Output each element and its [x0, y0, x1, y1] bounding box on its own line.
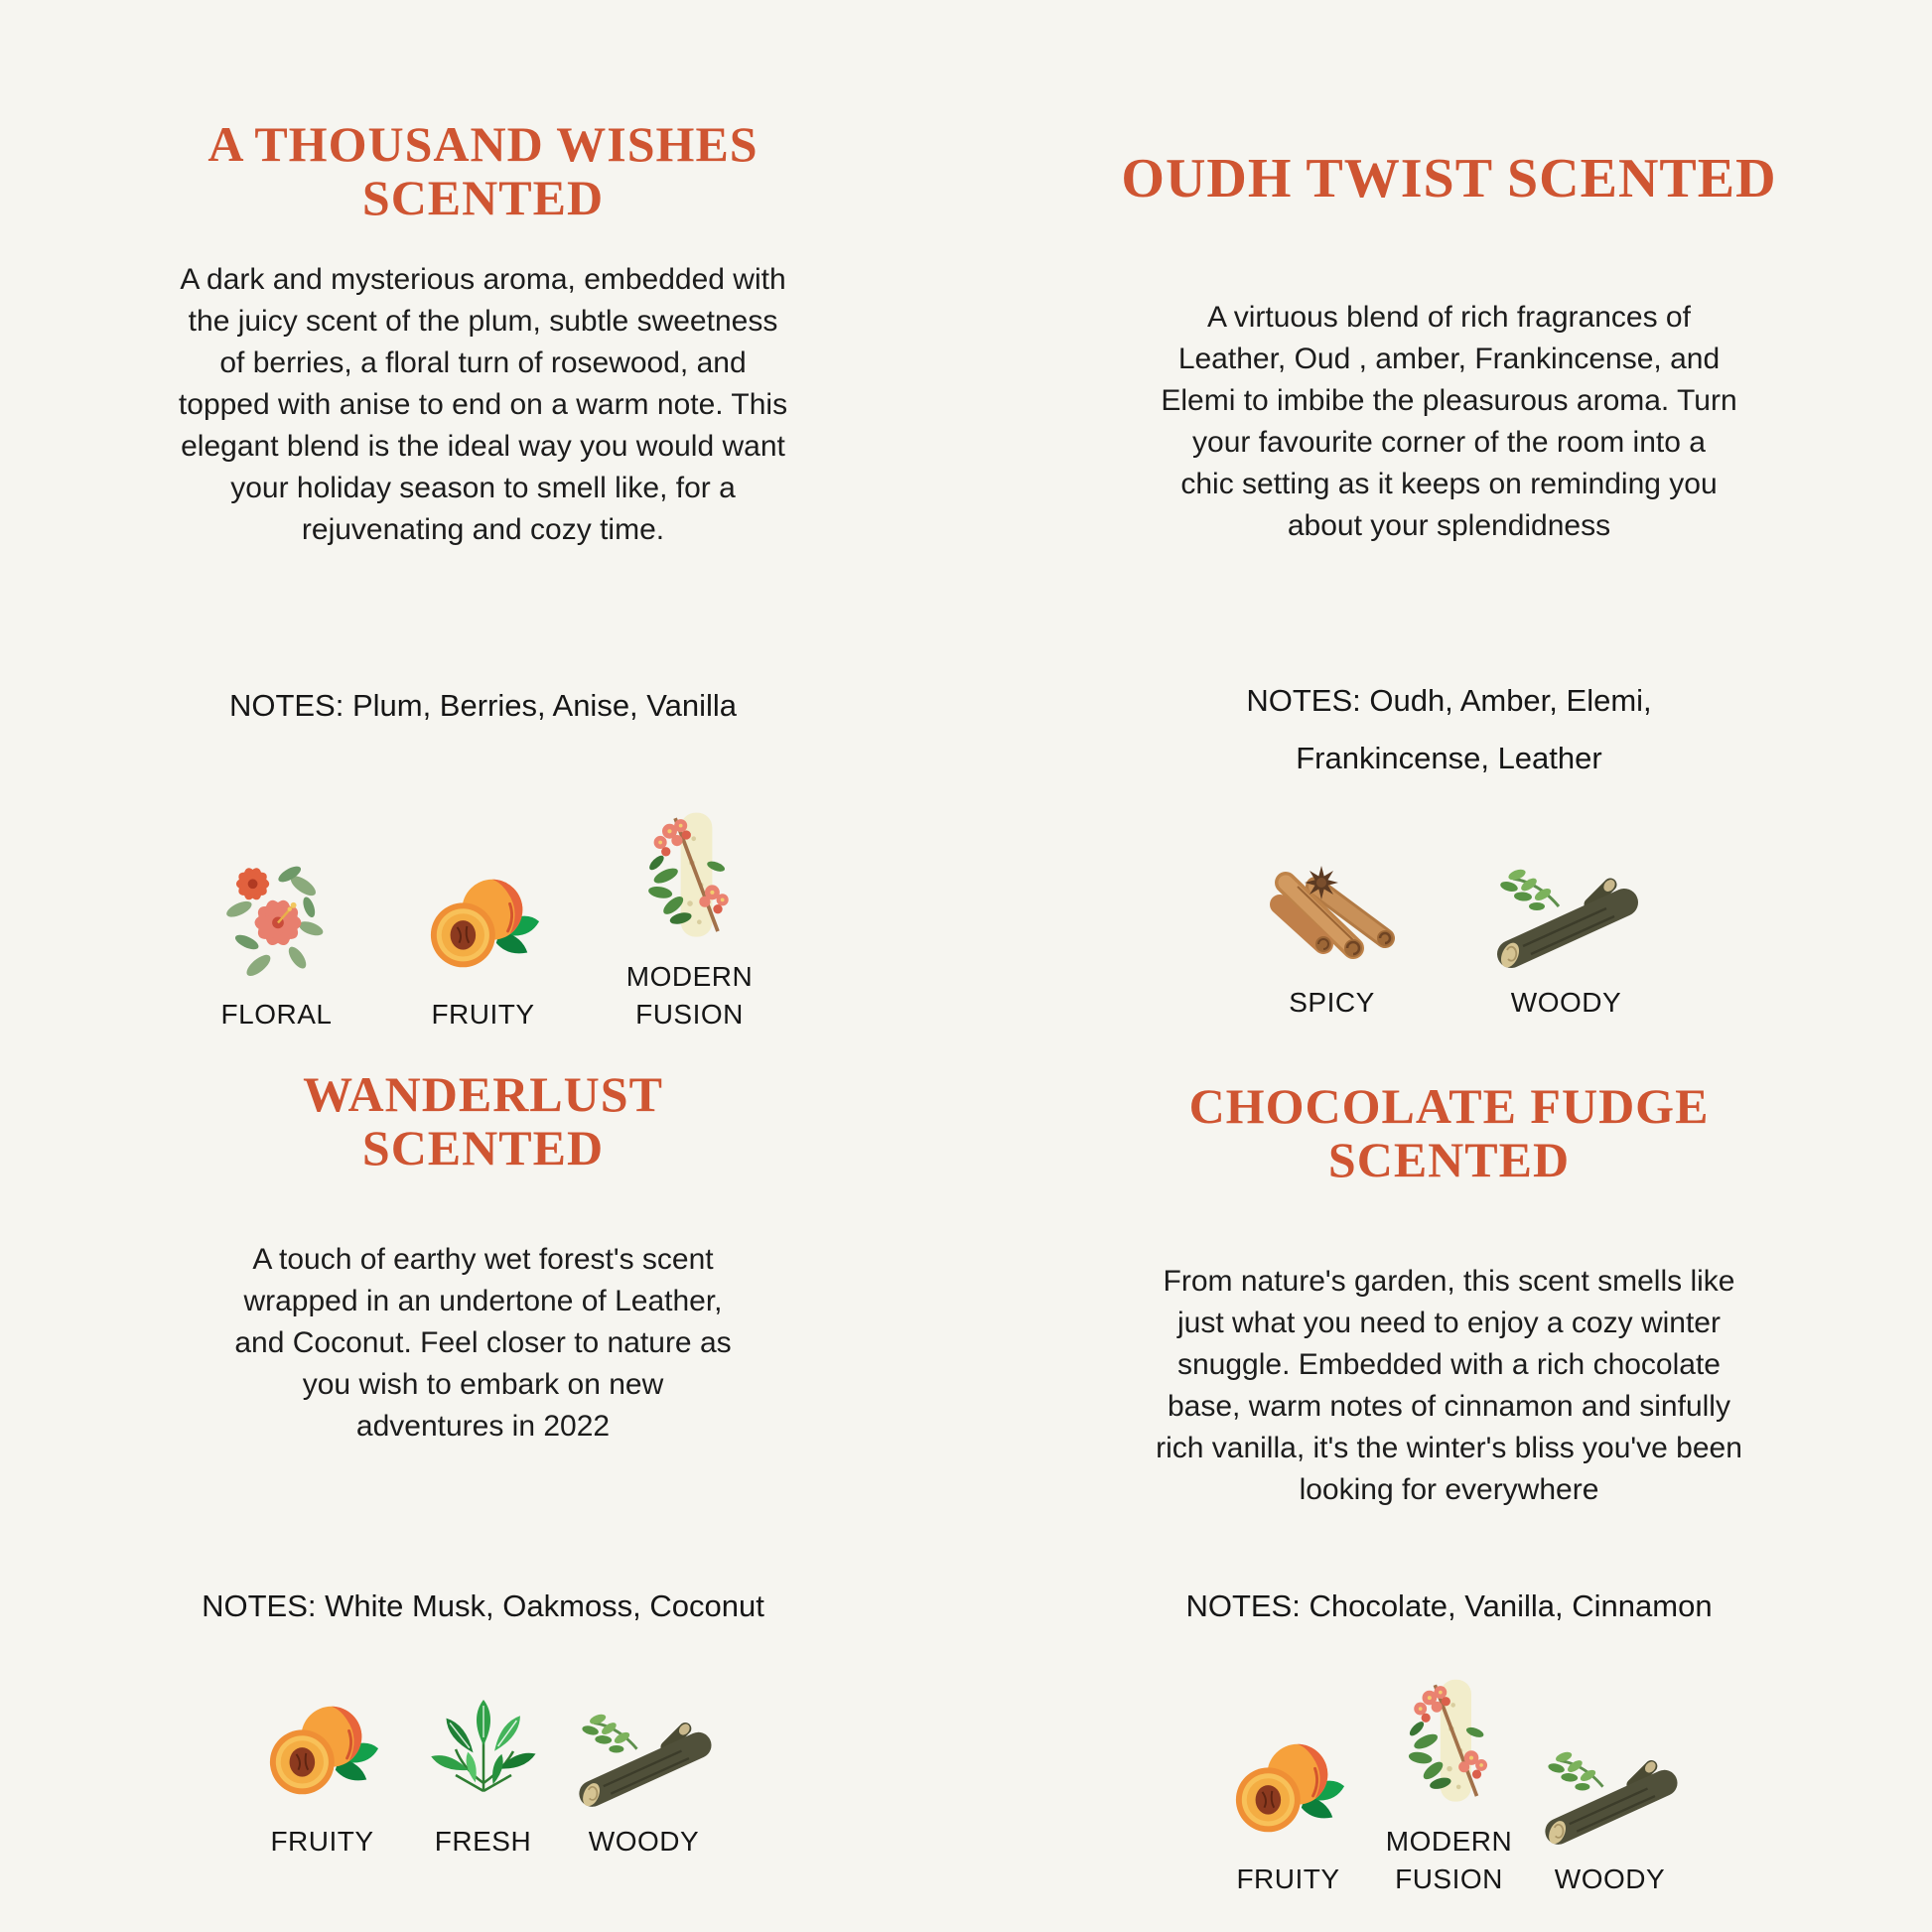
- scent-card-oudh-twist: [966, 0, 1932, 1019]
- profile-label: FRUITY: [431, 999, 535, 1030]
- scent-profile-row: [247, 1672, 720, 1861]
- scent-card-chocolate-fudge: [966, 966, 1932, 1932]
- notes-line: NOTES: Oudh, Amber, Elemi,: [1246, 683, 1652, 719]
- scent-title: [1121, 149, 1776, 208]
- description-line: rejuvenating and cozy time.: [301, 513, 665, 546]
- profile-label: FRESH: [434, 1826, 532, 1857]
- scent-description: [179, 259, 787, 551]
- scent-profile-modern-fusion: [1374, 1672, 1525, 1898]
- modern-fusion-bloom-icon: [634, 807, 746, 946]
- profile-label: FLORAL: [220, 999, 333, 1030]
- cinnamon-star-anise-icon: [1258, 853, 1407, 972]
- scent-description: [1156, 1261, 1742, 1511]
- description-line: snuggle. Embedded with a rich chocolate: [1176, 1348, 1721, 1381]
- wood-branch-icon: [1487, 863, 1646, 972]
- peach-icon: [258, 1694, 387, 1811]
- title-line: SCENTED: [1327, 1131, 1571, 1187]
- notes-line: NOTES: Plum, Berries, Anise, Vanilla: [228, 688, 738, 723]
- description-line: A touch of earthy wet forest's scent: [252, 1243, 714, 1276]
- description-line: and Coconut. Feel closer to nature as: [234, 1326, 732, 1359]
- description-line: your favourite corner of the room into a: [1192, 426, 1706, 460]
- description-line: the juicy scent of the plum, subtle sweetness: [188, 305, 778, 338]
- profile-label: MODERN FUSION: [625, 961, 754, 1030]
- fresh-leaves-icon: [424, 1692, 543, 1811]
- description-line: about your splendidness: [1287, 509, 1611, 543]
- description-line: you wish to embark on new: [302, 1368, 664, 1401]
- description-line: topped with anise to end on a warm note. This: [178, 388, 788, 421]
- profile-label: SPICY: [1289, 987, 1375, 1019]
- description-line: Elemi to imbibe the pleasurous aroma. Turn: [1161, 384, 1737, 418]
- profile-art: [258, 1672, 387, 1811]
- notes-line: NOTES: Chocolate, Vanilla, Cinnamon: [1185, 1588, 1713, 1623]
- description-line: A virtuous blend of rich fragrances of: [1207, 301, 1691, 335]
- scent-title: [207, 117, 758, 224]
- scent-description: [234, 1239, 731, 1448]
- notes-line: NOTES: White Musk, Oakmoss, Coconut: [202, 1588, 764, 1623]
- scent-notes: [202, 1585, 764, 1628]
- title-line: OUDH TWIST SCENTED: [1121, 147, 1777, 209]
- scent-profile-fresh: [408, 1672, 559, 1861]
- title-line: SCENTED: [361, 1119, 605, 1175]
- description-line: base, warm notes of cinnamon and sinfully: [1168, 1390, 1730, 1423]
- profile-label: MODERN FUSION: [1385, 1826, 1513, 1894]
- profile-art: [213, 845, 341, 984]
- description-line: of berries, a floral turn of rosewood, and: [219, 346, 747, 379]
- notes-line: Frankincense, Leather: [1296, 741, 1602, 776]
- profile-label: FRUITY: [270, 1826, 374, 1857]
- scent-profile-fruity: [1213, 1710, 1364, 1898]
- description-line: wrapped in an undertone of Leather,: [243, 1285, 723, 1317]
- profile-art: [1258, 833, 1407, 972]
- description-line: adventures in 2022: [355, 1410, 611, 1443]
- profile-art: [419, 845, 548, 984]
- description-line: A dark and mysterious aroma, embedded with: [180, 263, 786, 296]
- title-line: WANDERLUST: [303, 1065, 663, 1122]
- scent-card-a-thousand-wishes: [0, 0, 966, 1030]
- scent-profile-row: [1213, 1672, 1686, 1898]
- scent-notes: [1246, 672, 1651, 787]
- profile-art: [1536, 1710, 1685, 1849]
- description-line: From nature's garden, this scent smells like: [1163, 1265, 1735, 1298]
- description-line: rich vanilla, it's the winter's bliss you've been: [1156, 1432, 1742, 1464]
- profile-art: [1487, 833, 1646, 972]
- description-line: chic setting as it keeps on reminding you: [1180, 468, 1718, 501]
- scent-title: [1189, 1079, 1710, 1186]
- profile-art: [424, 1672, 543, 1811]
- scent-title: [303, 1067, 663, 1174]
- modern-fusion-bloom-icon: [1395, 1674, 1504, 1811]
- profile-art: [1395, 1672, 1504, 1811]
- profile-label: WOODY: [588, 1826, 700, 1857]
- scent-description: [1161, 297, 1736, 547]
- profile-art: [1224, 1710, 1353, 1849]
- profile-label: WOODY: [1554, 1863, 1666, 1894]
- wood-branch-icon: [1536, 1745, 1685, 1849]
- profile-art: [570, 1672, 719, 1811]
- description-line: elegant blend is the ideal way you would want: [181, 430, 785, 463]
- description-line: your holiday season to smell like, for a: [230, 472, 736, 504]
- hibiscus-flower-icon: [213, 853, 341, 984]
- title-line: SCENTED: [361, 169, 605, 225]
- title-line: A THOUSAND WISHES: [207, 115, 759, 172]
- scent-notes: [1185, 1585, 1712, 1628]
- profile-label: FRUITY: [1236, 1863, 1340, 1894]
- profile-art: [634, 807, 746, 946]
- scent-profile-fruity: [247, 1672, 398, 1861]
- title-line: CHOCOLATE FUDGE: [1188, 1077, 1710, 1134]
- scent-notes: [229, 684, 737, 728]
- description-line: Leather, Oud , amber, Frankincense, and: [1177, 343, 1721, 376]
- description-line: just what you need to enjoy a cozy winter: [1177, 1307, 1721, 1339]
- wood-branch-icon: [570, 1708, 719, 1811]
- scent-profile-woody: [569, 1672, 720, 1861]
- profile-label: WOODY: [1510, 987, 1622, 1019]
- peach-icon: [1224, 1731, 1353, 1849]
- scent-profile-woody: [1535, 1710, 1686, 1898]
- scent-card-wanderlust: [0, 966, 966, 1932]
- description-line: looking for everywhere: [1299, 1473, 1599, 1506]
